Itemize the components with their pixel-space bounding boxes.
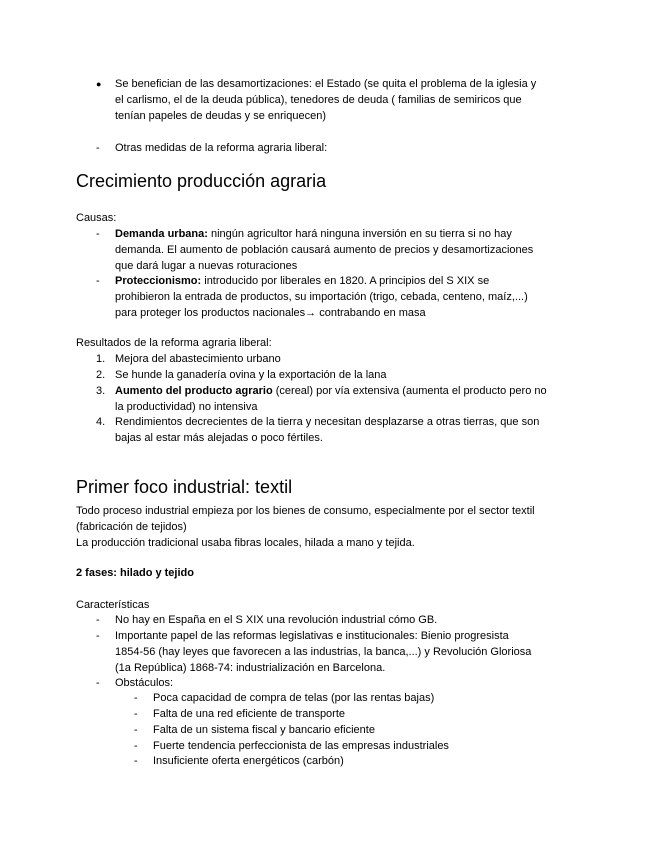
text-line: La producción tradicional usaba fibras locales, hilada a mano y tejida. (76, 537, 415, 549)
resultado-2: Se hunde la ganadería ovina y la exportación de la lana (115, 369, 387, 381)
dash-marker: - (96, 275, 100, 287)
resultado-1: Mejora del abastecimiento urbano (115, 353, 281, 365)
caracteristicas-label: Características (76, 599, 150, 611)
text-run: introducido por liberales en 1820. A principios del S XIX se (201, 275, 490, 287)
list-number: 3. (96, 385, 106, 397)
textil-intro (76, 503, 535, 551)
list-number: 4. (96, 416, 106, 428)
text-line: 1854-56 (hay leyes que favorecen a las industrias, la banca,...) y Revolución Gloriosa (115, 646, 532, 658)
dash-marker: - (134, 724, 138, 736)
dash-marker: - (96, 142, 100, 154)
resultado-3 (115, 383, 547, 415)
text-line: el carlismo, el de la deuda pública), tenedores de deuda ( familias de semiricos que (115, 94, 522, 106)
text-line (115, 273, 528, 289)
list-number: 2. (96, 369, 106, 381)
section-heading-crecimiento: Crecimiento producción agraria (76, 171, 327, 191)
bold-term: Demanda urbana: (115, 228, 208, 240)
bold-term: Aumento del producto agrario (115, 385, 273, 397)
dash-marker: - (96, 614, 100, 626)
text-line: Todo proceso industrial empieza por los bienes de consumo, especialmente por el sector textil (76, 505, 535, 517)
obstaculo-1: Poca capacidad de compra de telas (por las rentas bajas) (153, 692, 435, 704)
causa-demanda-urbana (115, 226, 533, 274)
bold-term: Proteccionismo: (115, 275, 202, 287)
text-line: la productividad) no intensiva (115, 401, 258, 413)
obstaculo-2: Falta de una red eficiente de transporte (153, 708, 346, 720)
resultado-4 (115, 414, 539, 446)
obstaculo-5: Insuficiente oferta energéticos (carbón) (153, 755, 344, 767)
causa-proteccionismo (115, 273, 528, 321)
dash-marker: - (96, 630, 100, 642)
dash-marker: - (134, 692, 138, 704)
text-line: Rendimientos decrecientes de la tierra y necesitan desplazarse a otras tierras, que son (115, 416, 540, 428)
text-line (115, 226, 533, 242)
dash-marker: - (96, 228, 100, 240)
text-line: Importante papel de las reformas legislativas e institucionales: Bienio progresista (115, 630, 509, 642)
text-line: bajas al estar más alejadas o poco fértiles. (115, 432, 323, 444)
text-line: (1a República) 1868-74: industrialización en Barcelona. (115, 662, 386, 674)
bullet-paragraph (115, 76, 536, 124)
causas-label: Causas: (76, 212, 117, 224)
obstaculo-3: Falta de un sistema fiscal y bancario eficiente (153, 724, 375, 736)
caracteristica-1: No hay en España en el S XIX una revolución industrial cómo GB. (115, 614, 438, 626)
caracteristica-2 (115, 628, 531, 676)
dash-marker: - (96, 677, 100, 689)
section-heading-textil: Primer foco industrial: textil (76, 477, 293, 497)
text-line: prohibieron la entrada de productos, su importación (trigo, cebada, centeno, maíz,...) (115, 291, 528, 303)
dash-marker: - (134, 755, 138, 767)
caracteristica-obstaculos: Obstáculos: (115, 677, 174, 689)
text-line: (fabricación de tejidos) (76, 521, 187, 533)
text-run: ningún agricultor hará ninguna inversión en su tierra si no hay (207, 228, 512, 240)
dash-marker: - (134, 740, 138, 752)
list-number: 1. (96, 353, 106, 365)
resultados-label: Resultados de la reforma agraria liberal: (76, 337, 272, 349)
obstaculo-4: Fuerte tendencia perfeccionista de las empresas industriales (153, 740, 449, 752)
text-line: para proteger los productos nacionales→ contrabando en masa (115, 307, 426, 319)
text-line: que dará lugar a nuevas roturaciones (115, 260, 298, 272)
fases-heading: 2 fases: hilado y tejido (76, 567, 194, 579)
text-line: Se benefician de las desamortizaciones: el Estado (se quita el problema de la iglesia y (115, 78, 537, 90)
text-line: demanda. El aumento de población causará aumento de precios y desamortizaciones (115, 244, 534, 256)
text-run: (cereal) por vía extensiva (aumenta el producto pero no (272, 385, 547, 397)
otras-medidas-line: Otras medidas de la reforma agraria liberal: (115, 142, 328, 154)
text-line: tenían papeles de deudas y se enriquecen) (115, 110, 326, 122)
text-line (115, 383, 547, 399)
bullet-marker: ● (96, 79, 102, 89)
dash-marker: - (134, 708, 138, 720)
